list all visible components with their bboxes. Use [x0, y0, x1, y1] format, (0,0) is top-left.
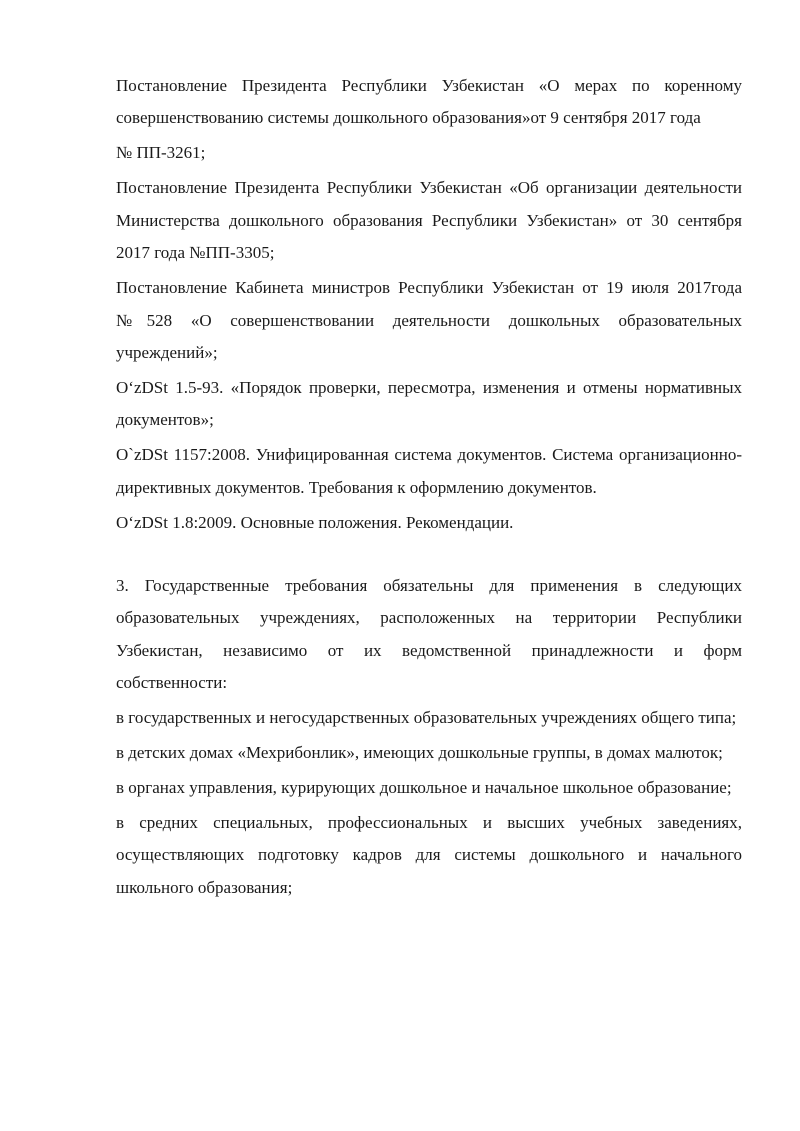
section-3-list-item: в органах управления, курирующих дошкольное и начальное школьное образование; — [116, 778, 732, 798]
section-3-intro: 3. Государственные требования обязательны для применения в следующих образовательных учреждениях, расположенных на территории Республики Узбекистан, независимо от их ведомственной принадлежности и форм собственности: — [116, 575, 742, 693]
document-body — [116, 70, 742, 907]
section-3-list-item: в детских домах «Мехрибонлик», имеющих дошкольные группы, в домах малюток; — [116, 743, 723, 763]
reference-item: O`zDSt 1157:2008. Унифицированная система документов. Система организационно-директивных документов. Требования к оформлению документов. — [116, 445, 742, 497]
section-3-list-item: в средних специальных, профессиональных и высших учебных заведениях, осуществляющих подготовку кадров для системы дошкольного и начального школьного образования; — [116, 813, 742, 897]
paragraph-spacer — [116, 542, 742, 570]
reference-item: № ПП-3261; — [116, 143, 206, 163]
reference-item: O‘zDSt 1.5-93. «Порядок проверки, пересмотра, изменения и отмены нормативных документов»; — [116, 378, 742, 430]
reference-item: Постановление Кабинета министров Республики Узбекистан от 19 июля 2017года №528 «О совершенствовании деятельности дошкольных образовательных учреждений»; — [116, 278, 742, 363]
reference-item: Постановление Президента Республики Узбекистан «О мерах по коренному совершенствованию системы дошкольного образования»от 9 сентября 2017 года — [116, 76, 742, 128]
section-3-list-item: в государственных и негосударственных образовательных учреждениях общего типа; — [116, 708, 737, 728]
reference-item: Постановление Президента Республики Узбекистан «Об организации деятельности Министерства дошкольного образования Республики Узбекистан» от 30 сентября 2017 года №ПП-3305; — [116, 178, 742, 263]
reference-item: O‘zDSt 1.8:2009. Основные положения. Рекомендации. — [116, 512, 514, 532]
